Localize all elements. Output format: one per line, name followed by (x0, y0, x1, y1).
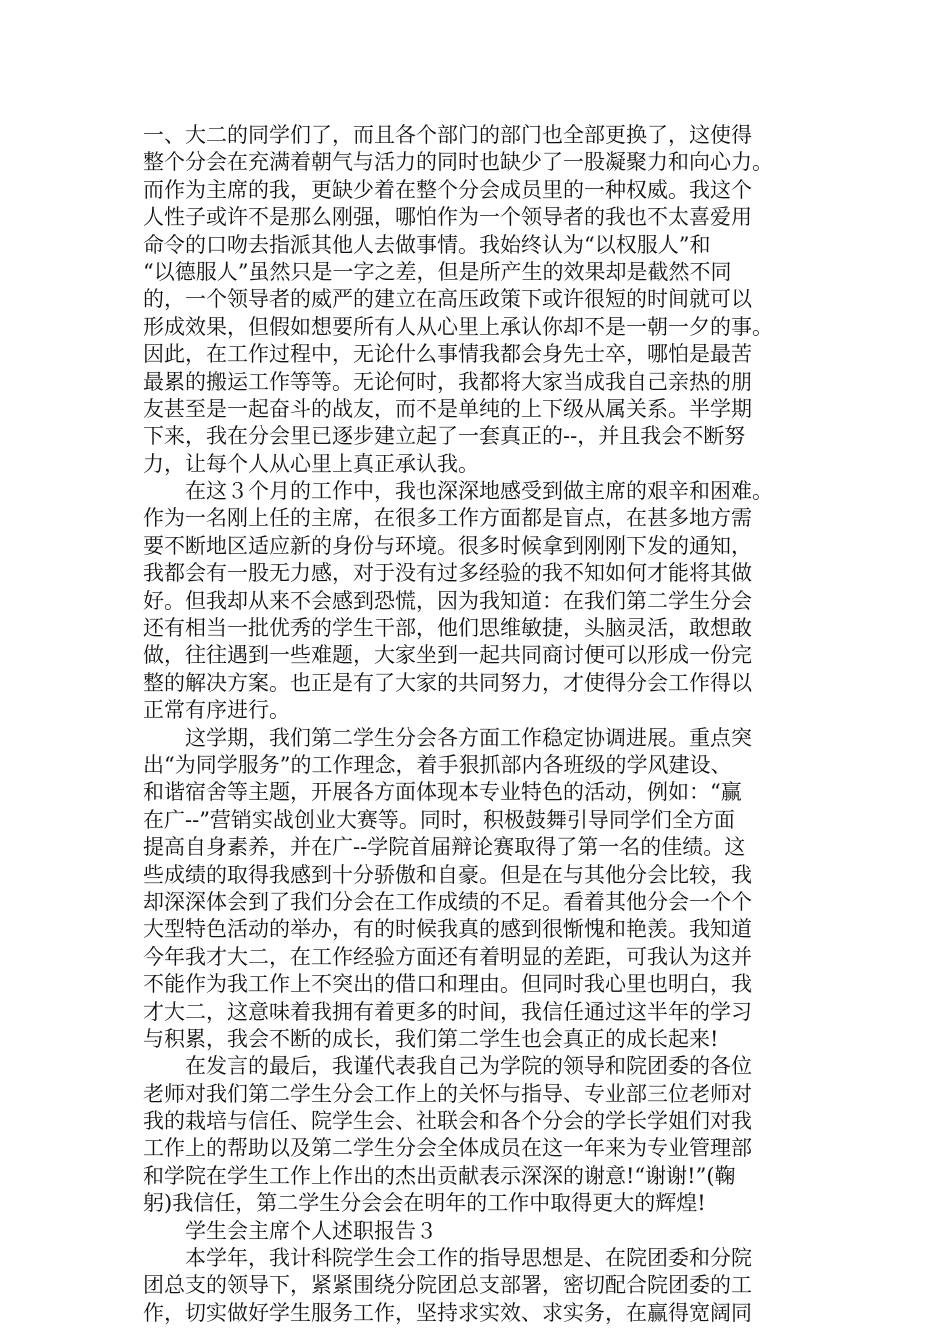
text-line: 作为一名刚上任的主席，在很多工作方面都是盲点，在甚多地方需 (143, 506, 752, 531)
text-line: 团总支的领导下，紧紧围绕分院团总支部署，密切配合院团委的工 (143, 1273, 752, 1298)
section-heading: 学生会主席个人述职报告３ (143, 1218, 437, 1243)
text-line: 人性子或许不是那么刚强，哪怕作为一个领导者的我也不太喜爱用 (143, 205, 752, 230)
text-line: 整的解决方案。也正是有了大家的共同努力，才使得分会工作得以 (143, 670, 752, 695)
text-line: “以德服人”虽然只是一字之差，但是所产生的效果却是截然不同 (143, 259, 732, 284)
text-line: 形成效果，但假如想要所有人从心里上承认你却不是一朝一夕的事。 (143, 314, 773, 339)
text-line: 不能作为我工作上不突出的借口和理由。但同时我心里也明白，我 (143, 972, 752, 997)
text-line: 大型特色活动的举办，有的时候我真的感到很惭愧和艳羡。我知道 (143, 917, 752, 942)
text-line: 正常有序进行。 (143, 698, 290, 723)
text-line: 命令的口吻去指派其他人去做事情。我始终认为“以权服人”和 (143, 232, 711, 257)
text-line: 工作上的帮助以及第二学生分会全体成员在这一年来为专业管理部 (143, 1136, 752, 1161)
text-line: 躬)我信任，第二学生分会会在明年的工作中取得更大的辉煌! (143, 1191, 706, 1216)
text-line: 因此，在工作过程中，无论什么事情我都会身先士卒，哪怕是最苦 (143, 342, 752, 367)
text-line: 与积累，我会不断的成长，我们第二学生也会真正的成长起来! (143, 1026, 719, 1051)
text-line: 在这３个月的工作中，我也深深地感受到做主席的艰辛和困难。 (143, 479, 773, 504)
text-line: 和谐宿舍等主题，开展各方面体现本专业特色的活动，例如：“赢 (143, 780, 742, 805)
text-line: 做，往往遇到一些难题，大家坐到一起共同商讨便可以形成一份完 (143, 643, 752, 668)
text-line: 好。但我却从来不会感到恐慌，因为我知道：在我们第二学生分会 (143, 588, 752, 613)
text-line: 友甚至是一起奋斗的战友，而不是单纯的上下级从属关系。半学期 (143, 396, 752, 421)
text-line: 的，一个领导者的威严的建立在高压政策下或许很短的时间就可以 (143, 287, 752, 312)
text-line: 才大二，这意味着我拥有着更多的时间，我信任通过这半年的学习 (143, 999, 752, 1024)
text-line: 我的栽培与信任、院学生会、社联会和各个分会的学长学姐们对我 (143, 1109, 752, 1134)
text-line: 力，让每个人从心里上真正承认我。 (143, 451, 479, 476)
text-line: 而作为主席的我，更缺少着在整个分会成员里的一种权威。我这个 (143, 177, 752, 202)
text-line: 要不断地区适应新的身份与环境。很多时候拿到刚刚下发的通知， (143, 533, 752, 558)
text-line: 我都会有一股无力感，对于没有过多经验的我不知如何才能将其做 (143, 561, 752, 586)
text-line: 提高自身素养，并在广--学院首届辩论赛取得了第一名的佳绩。这 (143, 835, 746, 860)
text-line: 老师对我们第二学生分会工作上的关怀与指导、专业部三位老师对 (143, 1081, 752, 1106)
text-line: 在发言的最后，我谨代表我自己为学院的领导和院团委的各位 (143, 1054, 752, 1079)
text-line: 整个分会在充满着朝气与活力的同时也缺少了一股凝聚力和向心力。 (143, 150, 773, 175)
text-line: 和学院在学生工作上作出的杰出贡献表示深深的谢意!“谢谢!”(鞠 (143, 1163, 736, 1188)
text-line: 却深深体会到了我们分会在工作成绩的不足。看着其他分会一个个 (143, 889, 752, 914)
text-line: 今年我才大二，在工作经验方面还有着明显的差距，可我认为这并 (143, 944, 752, 969)
document-body-text (143, 122, 823, 1327)
text-line: 一、大二的同学们了，而且各个部门的部门也全部更换了，这使得 (143, 123, 752, 147)
text-line: 作，切实做好学生服务工作，坚持求实效、求实务，在赢得宽阔同 (143, 1300, 752, 1325)
text-line: 些成绩的取得我感到十分骄傲和自豪。但是在与其他分会比较，我 (143, 862, 752, 887)
text-line: 这学期，我们第二学生分会各方面工作稳定协调进展。重点突 (143, 725, 752, 750)
text-line: 在广--”营销实战创业大赛等。同时，积极鼓舞引导同学们全方面 (143, 807, 735, 832)
text-line: 出“为同学服务”的工作理念，着手狠抓部内各班级的学风建设、 (143, 752, 732, 777)
text-line: 下来，我在分会里已逐步建立起了一套真正的--，并且我会不断努 (143, 424, 746, 449)
text-line: 本学年，我计科院学生会工作的指导思想是、在院团委和分院 (143, 1246, 752, 1271)
text-line: 最累的搬运工作等等。无论何时，我都将大家当成我自己亲热的朋 (143, 369, 752, 394)
text-line: 还有相当一批优秀的学生干部，他们思维敏捷，头脑灵活，敢想敢 (143, 616, 752, 641)
